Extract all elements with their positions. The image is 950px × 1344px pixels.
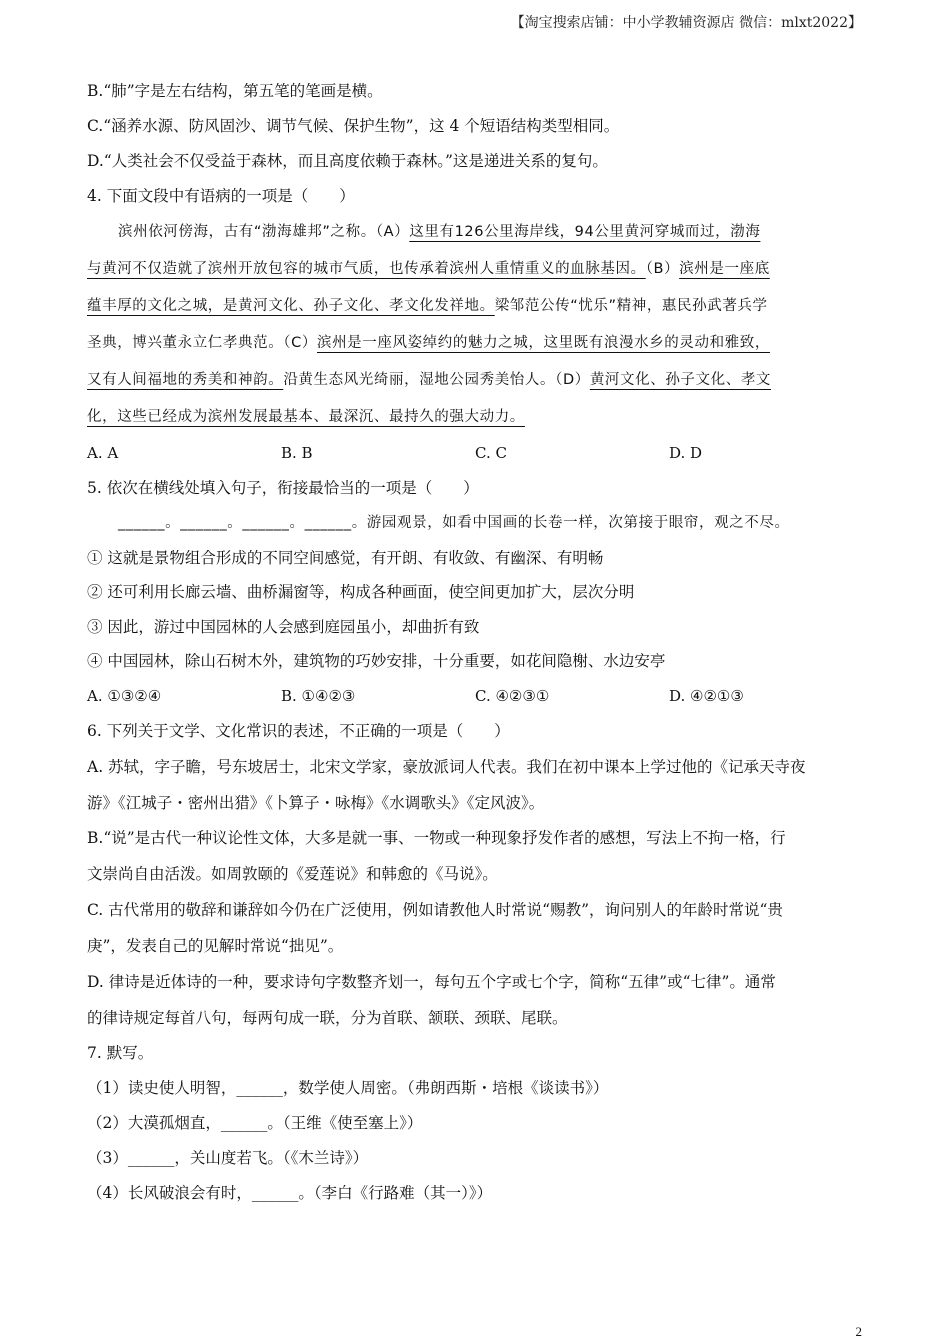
q5-sentence-2: ② 还可利用长廊云墙、曲桥漏窗等，构成各种画面，使空间更加扩大，层次分明 [87,583,635,601]
q6-option-a-line-1: A. 苏轼，字子瞻，号东坡居士，北宋文学家，豪放派词人代表。我们在初中课本上学过他的《记承天寺夜 [87,758,806,776]
q4-passage-line-1 [118,221,760,243]
q3-option-b: B.“肺”字是左右结构，第五笔的笔画是横。 [87,82,383,100]
q6-option-b-line-2: 文崇尚自由活泼。如周敦颐的《爱莲说》和韩愈的《马说》。 [87,865,498,883]
q7-item-1: （1）读史使人明智，______，数学使人周密。（弗朗西斯・培根《谈读书》） [87,1079,609,1097]
q5-option-b: B. ①④②③ [281,687,356,705]
q4-text: 滨州依河傍海，古有“渤海雄邦”之称。（A） [118,224,410,240]
q4-text: 梁邹范公传“忧乐”精神，惠民孙武著兵学 [494,298,768,314]
q7-stem: 7. 默写。 [87,1044,154,1062]
q5-sentence-1: ① 这就是景物组合形成的不同空间感觉，有开朗、有收敛、有幽深、有明畅 [87,549,604,567]
q4-mark-b: （B） [645,261,680,277]
q5-option-c: C. ④②③① [475,687,550,705]
q6-option-c-line-1: C. 古代常用的敬辞和谦辞如今仍在广泛使用，例如请教他人时常说“赐教”，询问别人的年龄时常说“贵 [87,901,783,919]
q4-passage-line-3 [87,295,768,317]
q5-stem: 5. 依次在横线处填入句子，衔接最恰当的一项是（ ） [87,479,479,497]
q5-sentence-4: ④ 中国园林，除山石树木外，建筑物的巧妙安排，十分重要，如花间隐榭、水边安亭 [87,652,666,670]
q4-stem: 4. 下面文段中有语病的一项是（ ） [87,187,355,205]
q4-text: 沿黄生态风光绮丽，湿地公园秀美怡人。（D） [283,372,590,388]
q5-option-d: D. ④②①③ [669,687,744,705]
q6-option-c-line-2: 庚”，发表自己的见解时常说“拙见”。 [87,937,344,955]
q4-underlined-a-cont: 与黄河不仅造就了滨州开放包容的城市气质，也传承着滨州人重情重义的血脉基因。 [87,261,646,277]
q5-option-a: A. ①③②④ [87,687,162,705]
q4-underlined-c: 滨州是一座风姿绰约的魅力之城，这里既有浪漫水乡的灵动和雅致， [316,335,770,351]
q6-stem: 6. 下列关于文学、文化常识的表述，不正确的一项是（ ） [87,722,510,740]
q6-option-d-line-1: D. 律诗是近体诗的一种，要求诗句字数整齐划一，每句五个字或七个字，简称“五律”或“七律”。通常 [87,973,776,991]
page-header: 【淘宝搜索店铺：中小学教辅资源店 微信：mlxt2022】 [510,15,862,31]
q7-item-2: （2）大漠孤烟直，______。（王维《使至塞上》） [87,1114,423,1132]
q7-item-3: （3）______，关山度若飞。（《木兰诗》） [87,1149,369,1167]
q4-underlined-d: 黄河文化、孙子文化、孝文 [589,372,772,388]
q4-option-a: A. A [87,444,119,462]
q4-passage-line-2 [87,258,770,280]
q4-underlined-c-cont: 又有人间福地的秀美和神韵。 [87,372,284,388]
q6-option-d-line-2: 的律诗规定每首八句，每两句成一联，分为首联、颔联、颈联、尾联。 [87,1009,568,1027]
q4-passage-line-5 [87,369,771,391]
q4-underlined-d-cont: 化，这些已经成为滨州发展最基本、最深沉、最持久的强大动力。 [87,409,525,425]
q5-sentence-3: ③ 因此，游过中国园林的人会感到庭园虽小，却曲折有致 [87,618,480,636]
q7-item-4: （4）长风破浪会有时，______。（李白《行路难（其一）》） [87,1184,493,1202]
q4-passage-line-4 [87,332,770,354]
q6-option-b-line-1: B.“说”是古代一种议论性文体，大多是就一事、一物或一种现象抒发作者的感想，写法上不拘一格，行 [87,829,786,847]
q4-option-b: B. B [281,444,313,462]
q3-option-c: C.“涵养水源、防风固沙、调节气候、保护生物”，这 4 个短语结构类型相同。 [87,117,620,135]
q4-option-d: D. D [669,444,703,462]
q4-option-c: C. C [475,444,507,462]
q3-option-d: D.“人类社会不仅受益于森林，而且高度依赖于森林。”这是递进关系的复句。 [87,152,608,170]
q4-text: 圣典，博兴董永立仁孝典范。（C） [87,335,317,351]
q6-option-a-line-2: 游》《江城子・密州出猎》《卜算子・咏梅》《水调歌头》《定风波》。 [87,794,545,812]
q4-underlined-b: 滨州是一座底 [679,261,770,277]
q4-underlined-b-cont: 蕴丰厚的文化之城，是黄河文化、孙子文化、孝文化发祥地。 [87,298,495,314]
q4-passage-line-6 [87,406,525,428]
q5-passage: ______。______。______。______。游园观景，如看中国画的长卷一样，次第接于眼帘，观之不尽。 [118,515,790,531]
q4-underlined-a: 这里有126公里海岸线，94公里黄河穿城而过，渤海 [409,224,761,240]
page-number: 2 [855,1324,862,1339]
